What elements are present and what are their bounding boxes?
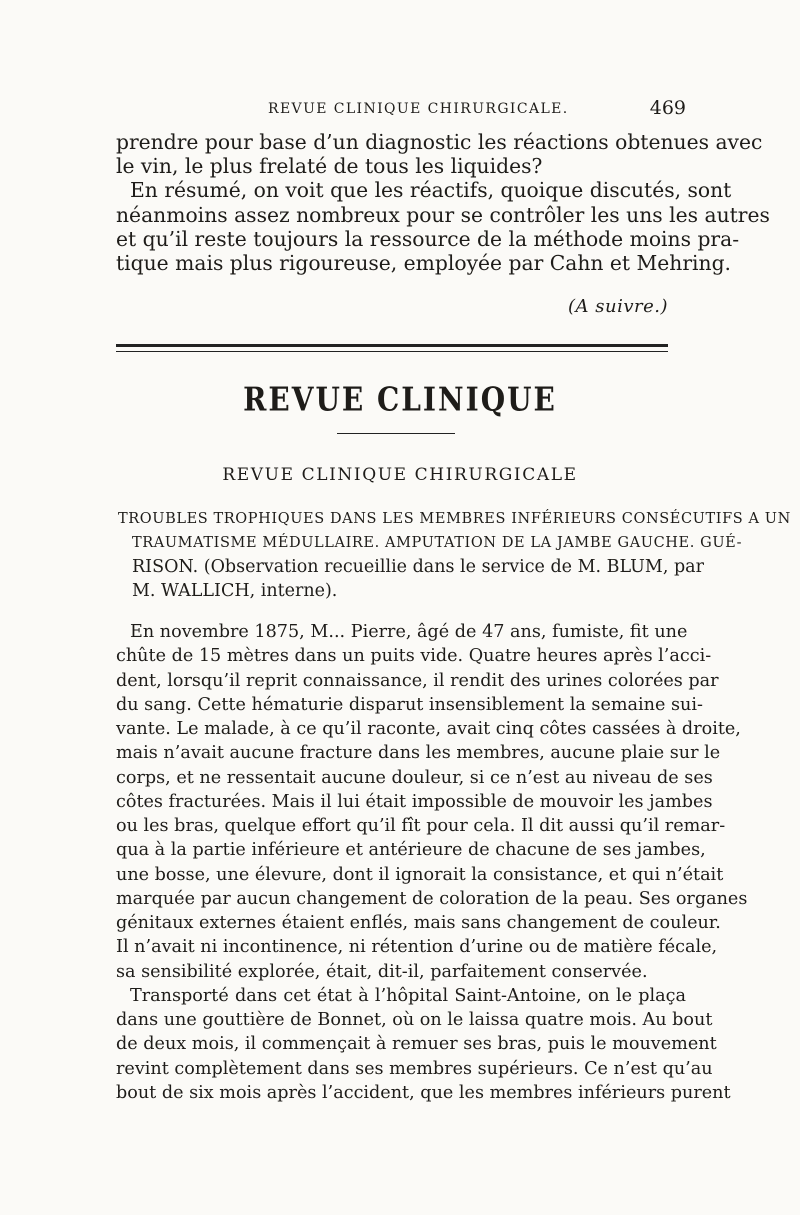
text-line: sa sensibilité explorée, était, dit-il, parfaitement conservée. bbox=[116, 961, 648, 982]
text-line: et qu’il reste toujours la ressource de la méthode moins pra- bbox=[116, 226, 740, 251]
text-line: néanmoins assez nombreux pour se contrôler les uns les autres bbox=[116, 202, 770, 227]
text-line: du sang. Cette hématurie disparut insensiblement la semaine sui- bbox=[116, 694, 703, 715]
text-line: bout de six mois après l’accident, que les membres inférieurs purent bbox=[116, 1082, 731, 1103]
section-divider-thin bbox=[116, 351, 668, 352]
text-line: une bosse, une élevure, dont il ignorait la consistance, et qui n’était bbox=[116, 864, 724, 885]
text-line: dent, lorsqu’il reprit connaissance, il rendit des urines colorées par bbox=[116, 670, 719, 691]
text-line: génitaux externes étaient enflés, mais sans changement de couleur. bbox=[116, 913, 721, 933]
text-line: dans une gouttière de Bonnet, où on le laissa quatre mois. Au bout bbox=[116, 1010, 713, 1030]
case-heading-line: TRAUMATISME MÉDULLAIRE. AMPUTATION DE LA JAMBE GAUCHE. GUÉ- bbox=[132, 535, 743, 551]
case-heading-line: M. WALLICH, interne). bbox=[132, 581, 338, 601]
text-line: prendre pour base d’un diagnostic les réactions obtenues avec bbox=[116, 130, 763, 154]
text-line: Il n’avait ni incontinence, ni rétention d’urine ou de matière fécale, bbox=[116, 937, 718, 958]
text-line: qua à la partie inférieure et antérieure de chacune de ses jambes, bbox=[116, 840, 706, 861]
section-subtitle: REVUE CLINIQUE CHIRURGICALE bbox=[222, 465, 578, 485]
text-line: côtes fracturées. Mais il lui était impossible de mouvoir les jambes bbox=[116, 791, 713, 812]
running-head bbox=[118, 97, 686, 123]
text-line: Transporté dans cet état à l’hôpital Saint-Antoine, on le plaça bbox=[130, 985, 686, 1006]
text-line: marquée par aucun changement de coloration de la peau. Ses organes bbox=[116, 888, 748, 909]
text-line: de deux mois, il commençait à remuer ses bras, puis le mouvement bbox=[116, 1034, 717, 1055]
case-heading bbox=[118, 507, 791, 603]
text-line: mais n’avait aucune fracture dans les membres, aucune plaie sur le bbox=[116, 743, 721, 764]
text-line: ou les bras, quelque effort qu’il fît pour cela. Il dit aussi qu’il remar- bbox=[116, 816, 726, 836]
title-underline bbox=[337, 433, 455, 434]
case-body-text bbox=[116, 620, 748, 1105]
text-line: revint complètement dans ses membres supérieurs. Ce n’est qu’au bbox=[116, 1058, 713, 1079]
section-title: REVUE CLINIQUE bbox=[243, 380, 557, 419]
previous-article-text bbox=[116, 130, 770, 276]
case-heading-line: RISON. (Observation recueillie dans le service de M. BLUM, par bbox=[132, 557, 704, 577]
text-line: tique mais plus rigoureuse, employée par Cahn et Mehring. bbox=[116, 251, 732, 276]
text-line: En résumé, on voit que les réactifs, quoique discutés, sont bbox=[130, 178, 732, 203]
section-divider-thick bbox=[116, 344, 668, 347]
running-head-title: REVUE CLINIQUE CHIRURGICALE. bbox=[268, 101, 569, 117]
case-heading-line: TROUBLES TROPHIQUES DANS LES MEMBRES INFÉRIEURS CONSÉCUTIFS A UN bbox=[118, 511, 791, 527]
text-line: En novembre 1875, M... Pierre, âgé de 47 ans, fumiste, fit une bbox=[130, 622, 688, 642]
text-line: vante. Le malade, à ce qu’il raconte, avait cinq côtes cassées à droite, bbox=[116, 719, 741, 739]
text-line: chûte de 15 mètres dans un puits vide. Quatre heures après l’acci- bbox=[116, 646, 712, 667]
text-line: corps, et ne ressentait aucune douleur, si ce n’est au niveau de ses bbox=[116, 767, 713, 788]
to-be-continued: (A suivre.) bbox=[568, 296, 668, 317]
page-number: 469 bbox=[649, 97, 686, 119]
text-line: le vin, le plus frelaté de tous les liquides? bbox=[116, 154, 543, 179]
